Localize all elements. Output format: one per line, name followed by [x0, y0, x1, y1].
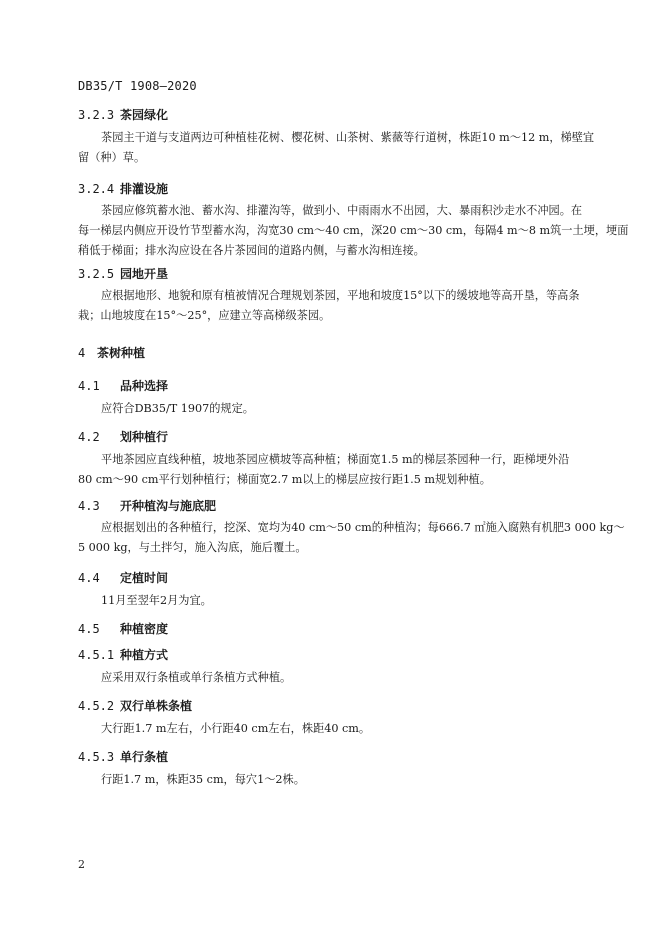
- section-number: 4.2: [78, 430, 100, 444]
- body-line: 平地茶园应直线种植，坡地茶园应横坡等高种植；梯面宽1.5 m的梯层茶园种一行，距梯埂外沿: [101, 453, 570, 466]
- section-body-4-4: [78, 591, 604, 611]
- body-line: 每一梯层内侧应开设竹节型蓄水沟，沟宽30 cm～40 cm，深20 cm～30 cm，每隔4 m～8 m筑一土埂，埂面: [78, 224, 629, 237]
- section-number: 3.2.5: [78, 267, 115, 281]
- section-title: 排灌设施: [120, 182, 169, 196]
- section-title: 定植时间: [120, 571, 169, 585]
- section-title: 种植密度: [120, 622, 169, 636]
- section-title: 划种植行: [120, 430, 169, 444]
- section-number: 4.5.2: [78, 699, 115, 713]
- section-body-4-5-3: [78, 770, 604, 790]
- body-line: 行距1.7 m，株距35 cm，每穴1～2株。: [101, 773, 305, 786]
- body-line: 留（种）草。: [78, 151, 146, 164]
- section-title: 单行条植: [120, 750, 169, 764]
- section-body-3-2-3: [78, 128, 604, 168]
- body-line: 稍低于梯面；排水沟应设在各片茶园间的道路内侧，与蓄水沟相连接。: [78, 244, 425, 257]
- section-heading-4-2: [78, 428, 168, 445]
- body-line: 80 cm～90 cm平行划种植行；梯面宽2.7 m以上的梯层应按行距1.5 m规划种植。: [78, 473, 491, 486]
- chapter-number: 4: [78, 346, 86, 360]
- section-heading-4-5-2: [78, 697, 192, 714]
- section-title: 品种选择: [120, 379, 169, 393]
- body-line: 应采用双行条植或单行条植方式种植。: [101, 671, 292, 684]
- section-title: 园地开垦: [120, 267, 169, 281]
- chapter-heading-4: [78, 344, 145, 361]
- body-line: 大行距1.7 m左右，小行距40 cm左右，株距40 cm。: [101, 722, 371, 735]
- section-number: 3.2.4: [78, 182, 115, 196]
- section-body-4-5-2: [78, 719, 604, 739]
- section-number: 4.1: [78, 379, 100, 393]
- section-body-4-3: [78, 518, 625, 558]
- body-line: 5 000 kg，与土拌匀，施入沟底，施后覆土。: [78, 541, 307, 554]
- section-number: 4.5.1: [78, 648, 115, 662]
- section-body-3-2-5: [78, 286, 604, 326]
- body-line: 栽；山地坡度在15°～25°，应建立等高梯级茶园。: [78, 309, 331, 322]
- section-heading-4-3: [78, 497, 216, 514]
- section-number: 4.4: [78, 571, 100, 585]
- body-line: 11月至翌年2月为宜。: [101, 594, 212, 607]
- section-title: 开种植沟与施底肥: [120, 499, 217, 513]
- section-title: 茶园绿化: [120, 108, 169, 122]
- section-heading-3-2-4: [78, 180, 168, 197]
- section-heading-4-4: [78, 569, 168, 586]
- body-line: 茶园应修筑蓄水池、蓄水沟、排灌沟等，做到小、中雨雨水不出园，大、暴雨积沙走水不冲园。在: [101, 204, 583, 217]
- section-heading-3-2-3: [78, 106, 168, 123]
- document-code-header: DB35/T 1908—2020: [78, 79, 197, 93]
- body-line: 应根据地形、地貌和原有植被情况合理规划茶园，平地和坡度15°以下的缓坡地等高开垦，等高条: [101, 289, 580, 302]
- section-heading-4-5-3: [78, 748, 168, 765]
- body-line: 应根据划出的各种植行，挖深、宽均为40 cm～50 cm的种植沟；每666.7 ㎡施入腐熟有机肥3 000 kg～: [101, 521, 625, 534]
- section-heading-4-5: [78, 620, 168, 637]
- section-body-4-5-1: [78, 668, 604, 688]
- section-heading-4-1: [78, 377, 168, 394]
- section-title: 双行单株条植: [120, 699, 193, 713]
- section-title: 种植方式: [120, 648, 169, 662]
- chapter-title: 茶树种植: [97, 346, 146, 360]
- section-body-3-2-4: [78, 201, 629, 261]
- section-number: 4.5: [78, 622, 100, 636]
- section-heading-3-2-5: [78, 265, 168, 282]
- section-number: 4.5.3: [78, 750, 115, 764]
- body-line: 应符合DB35/T 1907的规定。: [101, 402, 254, 415]
- page-number: 2: [78, 858, 85, 871]
- section-heading-4-5-1: [78, 646, 168, 663]
- body-line: 茶园主干道与支道两边可种植桂花树、樱花树、山茶树、紫薇等行道树，株距10 m～12 m，梯壁宜: [101, 131, 595, 144]
- section-body-4-2: [78, 450, 604, 490]
- section-number: 4.3: [78, 499, 100, 513]
- section-number: 3.2.3: [78, 108, 115, 122]
- section-body-4-1: [78, 399, 604, 419]
